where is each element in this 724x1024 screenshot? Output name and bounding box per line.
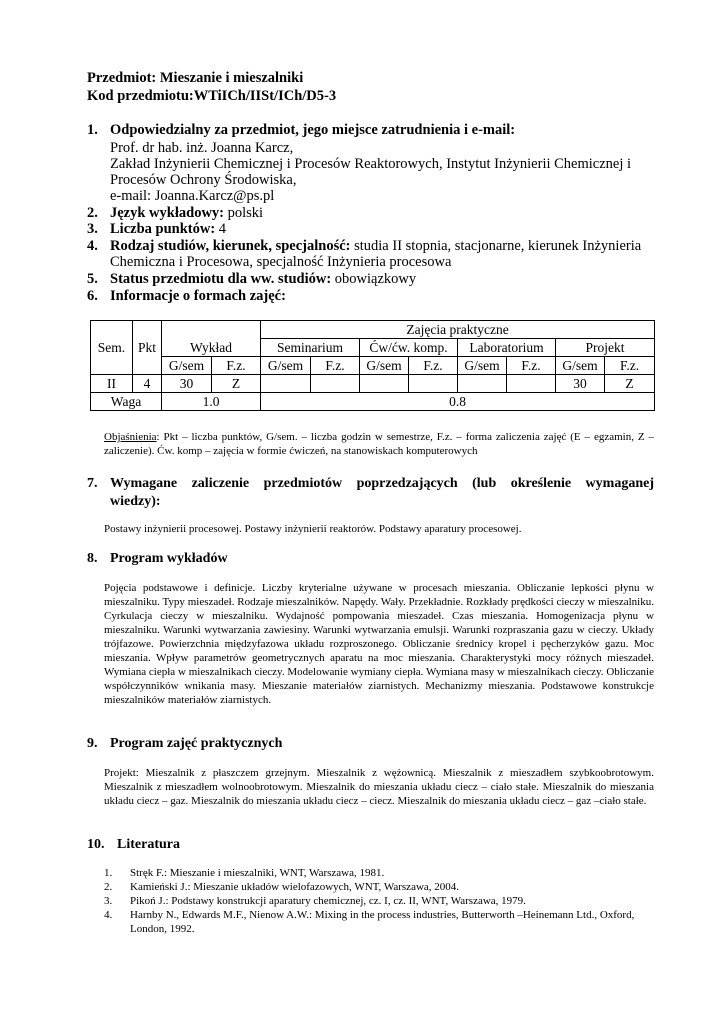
cell-seminar-gsem <box>261 375 311 393</box>
header-laboratory-gsem: G/sem <box>458 357 507 375</box>
responsible-department: Zakład Inżynierii Chemicznej i Procesów Reaktorowych, Instytut Inżynierii Chemicznej i <box>110 156 632 172</box>
section-10-title: Literatura <box>117 837 180 852</box>
header-seminar-gsem: G/sem <box>261 357 311 375</box>
item-1-number: 1. <box>87 122 98 138</box>
cell-semester: II <box>91 375 133 393</box>
section-8-text: Pojęcia podstawowe i definicje. Liczby kryterialne używane w procesach mieszania. Obliczanie lepkości płynu w mieszalniku. Typy mieszadeł. Rodzaje mieszalników. Napędy. Wały. Przekładnie. Rozkłady prędkości cieczy w mieszalniku. Cyrkulacja cieczy w mieszalniku. Wydajność pompowania mieszadeł. Czas mieszania. Homogenizacja płynu w mieszalniku. Warunki wytwarzania zawiesiny. Warunki wytwarzania emulsji. Warunki rozpraszania gazu w cieczy. Układy trójfazowe. Powierzchnia międzyfazowa układu rozproszonego. Obliczanie średnicy kropel i pęcherzyków gazu. Moc mieszania. Wpływ parametrów geometrycznych aparatu na moc mieszania. Charakterystyki mocy różnych mieszadeł. Wymiana ciepła w mieszalnikach cieczy. Modelowanie wymiany ciepła. Wymiana masy w mieszalnikach cieczy. Obliczanie współczynników wnikania masy. Mieszanie materiałów ziarnistych. Mechanizmy mieszania. Podstawowe konstrukcje mieszalników materiałów ziarnistych. <box>104 582 654 706</box>
item-4-value-continued: Chemiczna i Procesowa, specjalność Inżynieria procesowa <box>110 254 452 270</box>
header-seminar: Seminarium <box>261 339 360 357</box>
table-weight-row <box>91 393 655 411</box>
header-project-gsem: G/sem <box>556 357 605 375</box>
item-6-number: 6. <box>87 288 98 304</box>
table-header-row-3 <box>91 357 655 375</box>
section-7-title-line-1: Wymagane zaliczenie przedmiotów poprzedzających (lub określenie wymaganej <box>110 476 654 491</box>
explanation-label: Objaśnienia <box>104 431 157 443</box>
header-lecture-gsem: G/sem <box>162 357 212 375</box>
header-project-fz: F.z. <box>605 357 655 375</box>
header-lecture-fz: F.z. <box>212 357 261 375</box>
cell-lecture-gsem: 30 <box>162 375 212 393</box>
item-3-number: 3. <box>87 221 98 237</box>
item-5-number: 5. <box>87 271 98 287</box>
item-5-value: obowiązkowy <box>331 271 417 287</box>
item-1-label: Odpowiedzialny za przedmiot, jego miejsce zatrudnienia i e-mail: <box>110 122 516 138</box>
section-9-title: Program zajęć praktycznych <box>110 736 283 751</box>
ref-number: 4. <box>104 909 113 921</box>
explanation-text: : Pkt – liczba punktów, G/sem. – liczba godzin w semestrze, F.z. – forma zaliczenia zajęć (E – egzamin, Z – zaliczenie). Ćw. komp – zajęcia w formie ćwiczeń, na stanowiskach komputerowych <box>104 431 654 457</box>
cell-project-gsem: 30 <box>556 375 605 393</box>
header-practical-classes: Zajęcia praktyczne <box>261 321 655 339</box>
header-project: Projekt <box>556 339 655 357</box>
cell-project-fz: Z <box>605 375 655 393</box>
cell-weight-label: Waga <box>91 393 162 411</box>
table-header-row-1 <box>91 321 655 339</box>
section-9-text: Projekt: Mieszalnik z płaszczem grzejnym. Mieszalnik z wężownicą. Mieszalnik z mieszadłem szybkoobrotowym. Mieszalnik z mieszadłem wolnoobrotowym. Mieszalnik do mieszania układu ciecz – ciało stałe. Mieszalnik do mieszania układu ciecz – gaz. Mieszalnik do mieszania układu ciecz – ciecz. Mieszalnik do mieszania układu ciecz – gaz –ciało stałe. <box>104 767 654 807</box>
section-10-number: 10. <box>87 837 105 852</box>
section-7-number: 7. <box>87 476 98 491</box>
cell-weight-practical: 0.8 <box>261 393 655 411</box>
ref-text: Kamieński J.: Mieszanie układów wielofazowych, WNT, Warszawa, 2004. <box>130 881 460 893</box>
cell-exercises-gsem <box>360 375 409 393</box>
ref-number: 1. <box>104 867 113 879</box>
cell-seminar-fz <box>311 375 360 393</box>
item-4-number: 4. <box>87 238 98 254</box>
cell-weight-lecture: 1.0 <box>162 393 261 411</box>
header-laboratory-fz: F.z. <box>507 357 556 375</box>
ref-text: Pikoń J.: Podstawy konstrukcji aparatury chemicznej, cz. I, cz. II, WNT, Warszawa, 1979. <box>130 895 526 907</box>
item-3-value: 4 <box>215 221 227 237</box>
ref-number: 3. <box>104 895 113 907</box>
table-explanation <box>104 430 654 458</box>
cell-laboratory-gsem <box>458 375 507 393</box>
header-semester: Sem. <box>91 321 133 375</box>
class-forms-table <box>90 320 655 411</box>
item-2-label: Język wykładowy: <box>110 205 224 221</box>
cell-exercises-fz <box>409 375 458 393</box>
responsible-name: Prof. dr hab. inż. Joanna Karcz, <box>110 140 294 156</box>
header-exercises-fz: F.z. <box>409 357 458 375</box>
ref-number: 2. <box>104 881 113 893</box>
header-lecture: Wykład <box>162 321 261 357</box>
responsible-email: e-mail: Joanna.Karcz@ps.pl <box>110 188 275 204</box>
item-3-label: Liczba punktów: <box>110 221 216 237</box>
section-9-number: 9. <box>87 736 98 751</box>
ref-text: Harnby N., Edwards M.F., Nienow A.W.: Mixing in the process industries, Butterworth –Heinemann Ltd., Oxford, London, 1992. <box>130 909 635 935</box>
section-8-title: Program wykładów <box>110 551 228 566</box>
responsible-institute: Procesów Ochrony Środowiska, <box>110 172 297 188</box>
header-points: Pkt <box>133 321 162 375</box>
item-4-value: studia II stopnia, stacjonarne, kierunek Inżynieria <box>350 238 642 254</box>
header-exercises-gsem: G/sem <box>360 357 409 375</box>
ref-text: Stręk F.: Mieszanie i mieszalniki, WNT, Warszawa, 1981. <box>130 867 385 879</box>
table-row <box>91 375 655 393</box>
subject-code: Kod przedmiotu:WTiICh/IISt/ICh/D5-3 <box>87 88 337 104</box>
cell-laboratory-fz <box>507 375 556 393</box>
item-6-label: Informacje o formach zajęć: <box>110 288 286 304</box>
cell-lecture-fz: Z <box>212 375 261 393</box>
header-laboratory: Laboratorium <box>458 339 556 357</box>
subject-title: Przedmiot: Mieszanie i mieszalniki <box>87 70 304 86</box>
section-8-number: 8. <box>87 551 98 566</box>
section-7-text: Postawy inżynierii procesowej. Postawy inżynierii reaktorów. Podstawy aparatury procesowej. <box>104 523 522 535</box>
item-5-label: Status przedmiotu dla ww. studiów: <box>110 271 332 287</box>
header-exercises: Ćw/ćw. komp. <box>360 339 458 357</box>
item-4-label: Rodzaj studiów, kierunek, specjalność: <box>110 238 351 254</box>
header-seminar-fz: F.z. <box>311 357 360 375</box>
item-2-number: 2. <box>87 205 98 221</box>
item-2-value: polski <box>224 205 264 221</box>
cell-points: 4 <box>133 375 162 393</box>
section-7-title-line-2: wiedzy): <box>110 494 161 509</box>
